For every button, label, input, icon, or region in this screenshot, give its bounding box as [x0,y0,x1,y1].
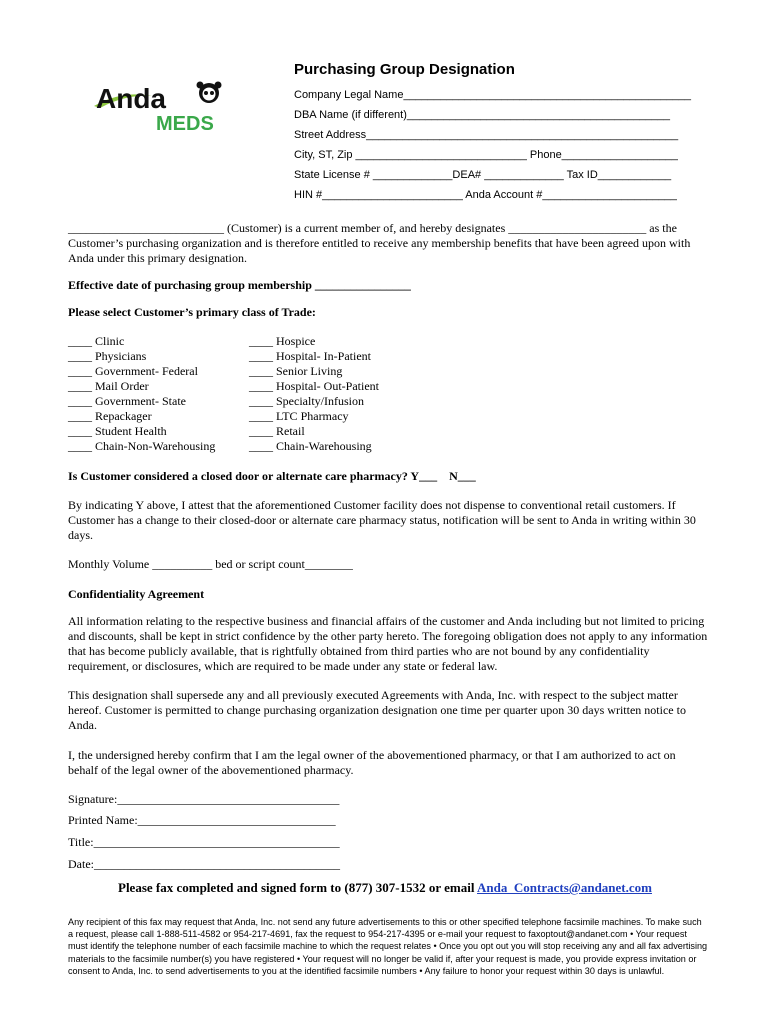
contracts-email-link[interactable]: Anda_Contracts@andanet.com [477,880,652,895]
license-dea-taxid-field[interactable]: State License # _____________DEA# _____________ Tax ID____________ [294,169,672,181]
date-field[interactable]: Date:_________________________________________ [68,857,340,871]
hin-account-field[interactable]: HIN #_______________________ Anda Account #______________________ [294,189,677,201]
class-option-senior-living[interactable]: ____ Senior Living [249,364,343,378]
class-option-hospital-out-patient[interactable]: ____ Hospital- Out-Patient [249,379,379,393]
title-field[interactable]: Title:_________________________________________ [68,835,340,849]
anda-meds-logo [92,80,232,132]
street-address-field[interactable]: Street Address___________________________________________________ [294,129,679,141]
class-of-trade-left-column [68,334,215,454]
class-option-student-health[interactable]: ____ Student Health [68,424,167,438]
dba-name-field[interactable]: DBA Name (if different)___________________________________________ [294,109,670,121]
logo-brand-text: Anda [96,83,166,114]
confirmation-paragraph: I, the undersigned hereby confirm that I am the legal owner of the abovementioned pharmacy, or that I am authorized to act on behalf of the legal owner of the abovementioned pharmacy. [68,748,676,777]
logo-sub-text: MEDS [156,113,214,132]
panda-icon [197,82,222,104]
class-option-clinic[interactable]: ____ Clinic [68,334,125,348]
class-option-hospital-in-patient[interactable]: ____ Hospital- In-Patient [249,349,371,363]
class-option-chain-warehousing[interactable]: ____ Chain-Warehousing [249,439,372,453]
signature-field[interactable]: Signature:_____________________________________ [68,792,340,806]
class-option-physicians[interactable]: ____ Physicians [68,349,147,363]
monthly-volume-field[interactable]: Monthly Volume __________ bed or script count________ [68,557,353,571]
attestation-paragraph: By indicating Y above, I attest that the aforementioned Customer facility does not dispense to conventional retail customers. If Customer has a change to their closed-door or alternate care pharmacy status, notification will be sent to Anda in writing within 30 days. [68,498,696,542]
class-option-mail-order[interactable]: ____ Mail Order [68,379,149,393]
intro-paragraph: __________________________ (Customer) is a current member of, and hereby designates _______________________ as the Customer’s purchasing organization and is therefore entitled to receive any membership benefits that have been agreed upon with Anda under this primary designation. [68,221,691,265]
class-option-chain-non-warehousing[interactable]: ____ Chain-Non-Warehousing [68,439,216,453]
class-option-government-state[interactable]: ____ Government- State [68,394,186,408]
class-option-repackager[interactable]: ____ Repackager [68,409,152,423]
fax-instructions [0,880,770,896]
class-of-trade-right-column [249,334,379,454]
class-option-hospice[interactable]: ____ Hospice [249,334,316,348]
printed-name-field[interactable]: Printed Name:_________________________________ [68,813,336,827]
city-state-zip-phone-field[interactable]: City, ST, Zip ____________________________ Phone___________________ [294,149,678,161]
effective-date-field[interactable]: Effective date of purchasing group membership ________________ [68,278,411,292]
fax-disclaimer: Any recipient of this fax may request that Anda, Inc. not send any future advertisements to this or other specified telephone facsimile machines. To make such a request, please call 1-888-511-4582 or 954-217-4691, fax the request to 954-217-4395 or e-mail your request to faxoptout@andanet.com • Your request must identify the telephone number of each facsimile machine to which the request relates • Once you opt out you will stop receiving any and all fax advertising materials to the facsimile number(s) you have registered • Your request will no longer be valid if, after your request is made, you provide express invitation or consent to Anda, Inc. to send advertisements to you at the identified facsimile numbers • Any failure to honor your request within 30 days is unlawful. [68,917,708,976]
confidentiality-paragraph: All information relating to the respective business and financial affairs of the customer and Anda including but not limited to pricing and discounts, shall be kept in strict confidence by the other party hereto. The foregoing obligation does not apply to any information that has become publicly available, that is rightfully obtained from third parties who are not bound by any confidentiality requirement, or disclosures, which are required to be made under any state or federal law. [68,614,708,673]
class-of-trade-heading: Please select Customer’s primary class of Trade: [68,305,316,319]
confidentiality-heading: Confidentiality Agreement [68,587,205,601]
class-option-retail[interactable]: ____ Retail [249,424,305,438]
company-legal-name-field[interactable]: Company Legal Name_______________________________________________ [294,89,691,101]
class-option-government-federal[interactable]: ____ Government- Federal [68,364,198,378]
class-option-specialty-infusion[interactable]: ____ Specialty/Infusion [249,394,364,408]
form-title: Purchasing Group Designation [294,61,515,78]
supersede-paragraph: This designation shall supersede any and all previously executed Agreements with Anda, Inc. with respect to the subject matter hereof. Customer is permitted to change purchasing organization designation one time per quarter upon 30 days written notice to Anda. [68,688,686,732]
class-option-ltc-pharmacy[interactable]: ____ LTC Pharmacy [249,409,349,423]
fax-text: Please fax completed and signed form to (877) 307-1532 or email [118,880,478,895]
closed-door-question[interactable]: Is Customer considered a closed door or alternate care pharmacy? Y___ N___ [68,469,476,483]
